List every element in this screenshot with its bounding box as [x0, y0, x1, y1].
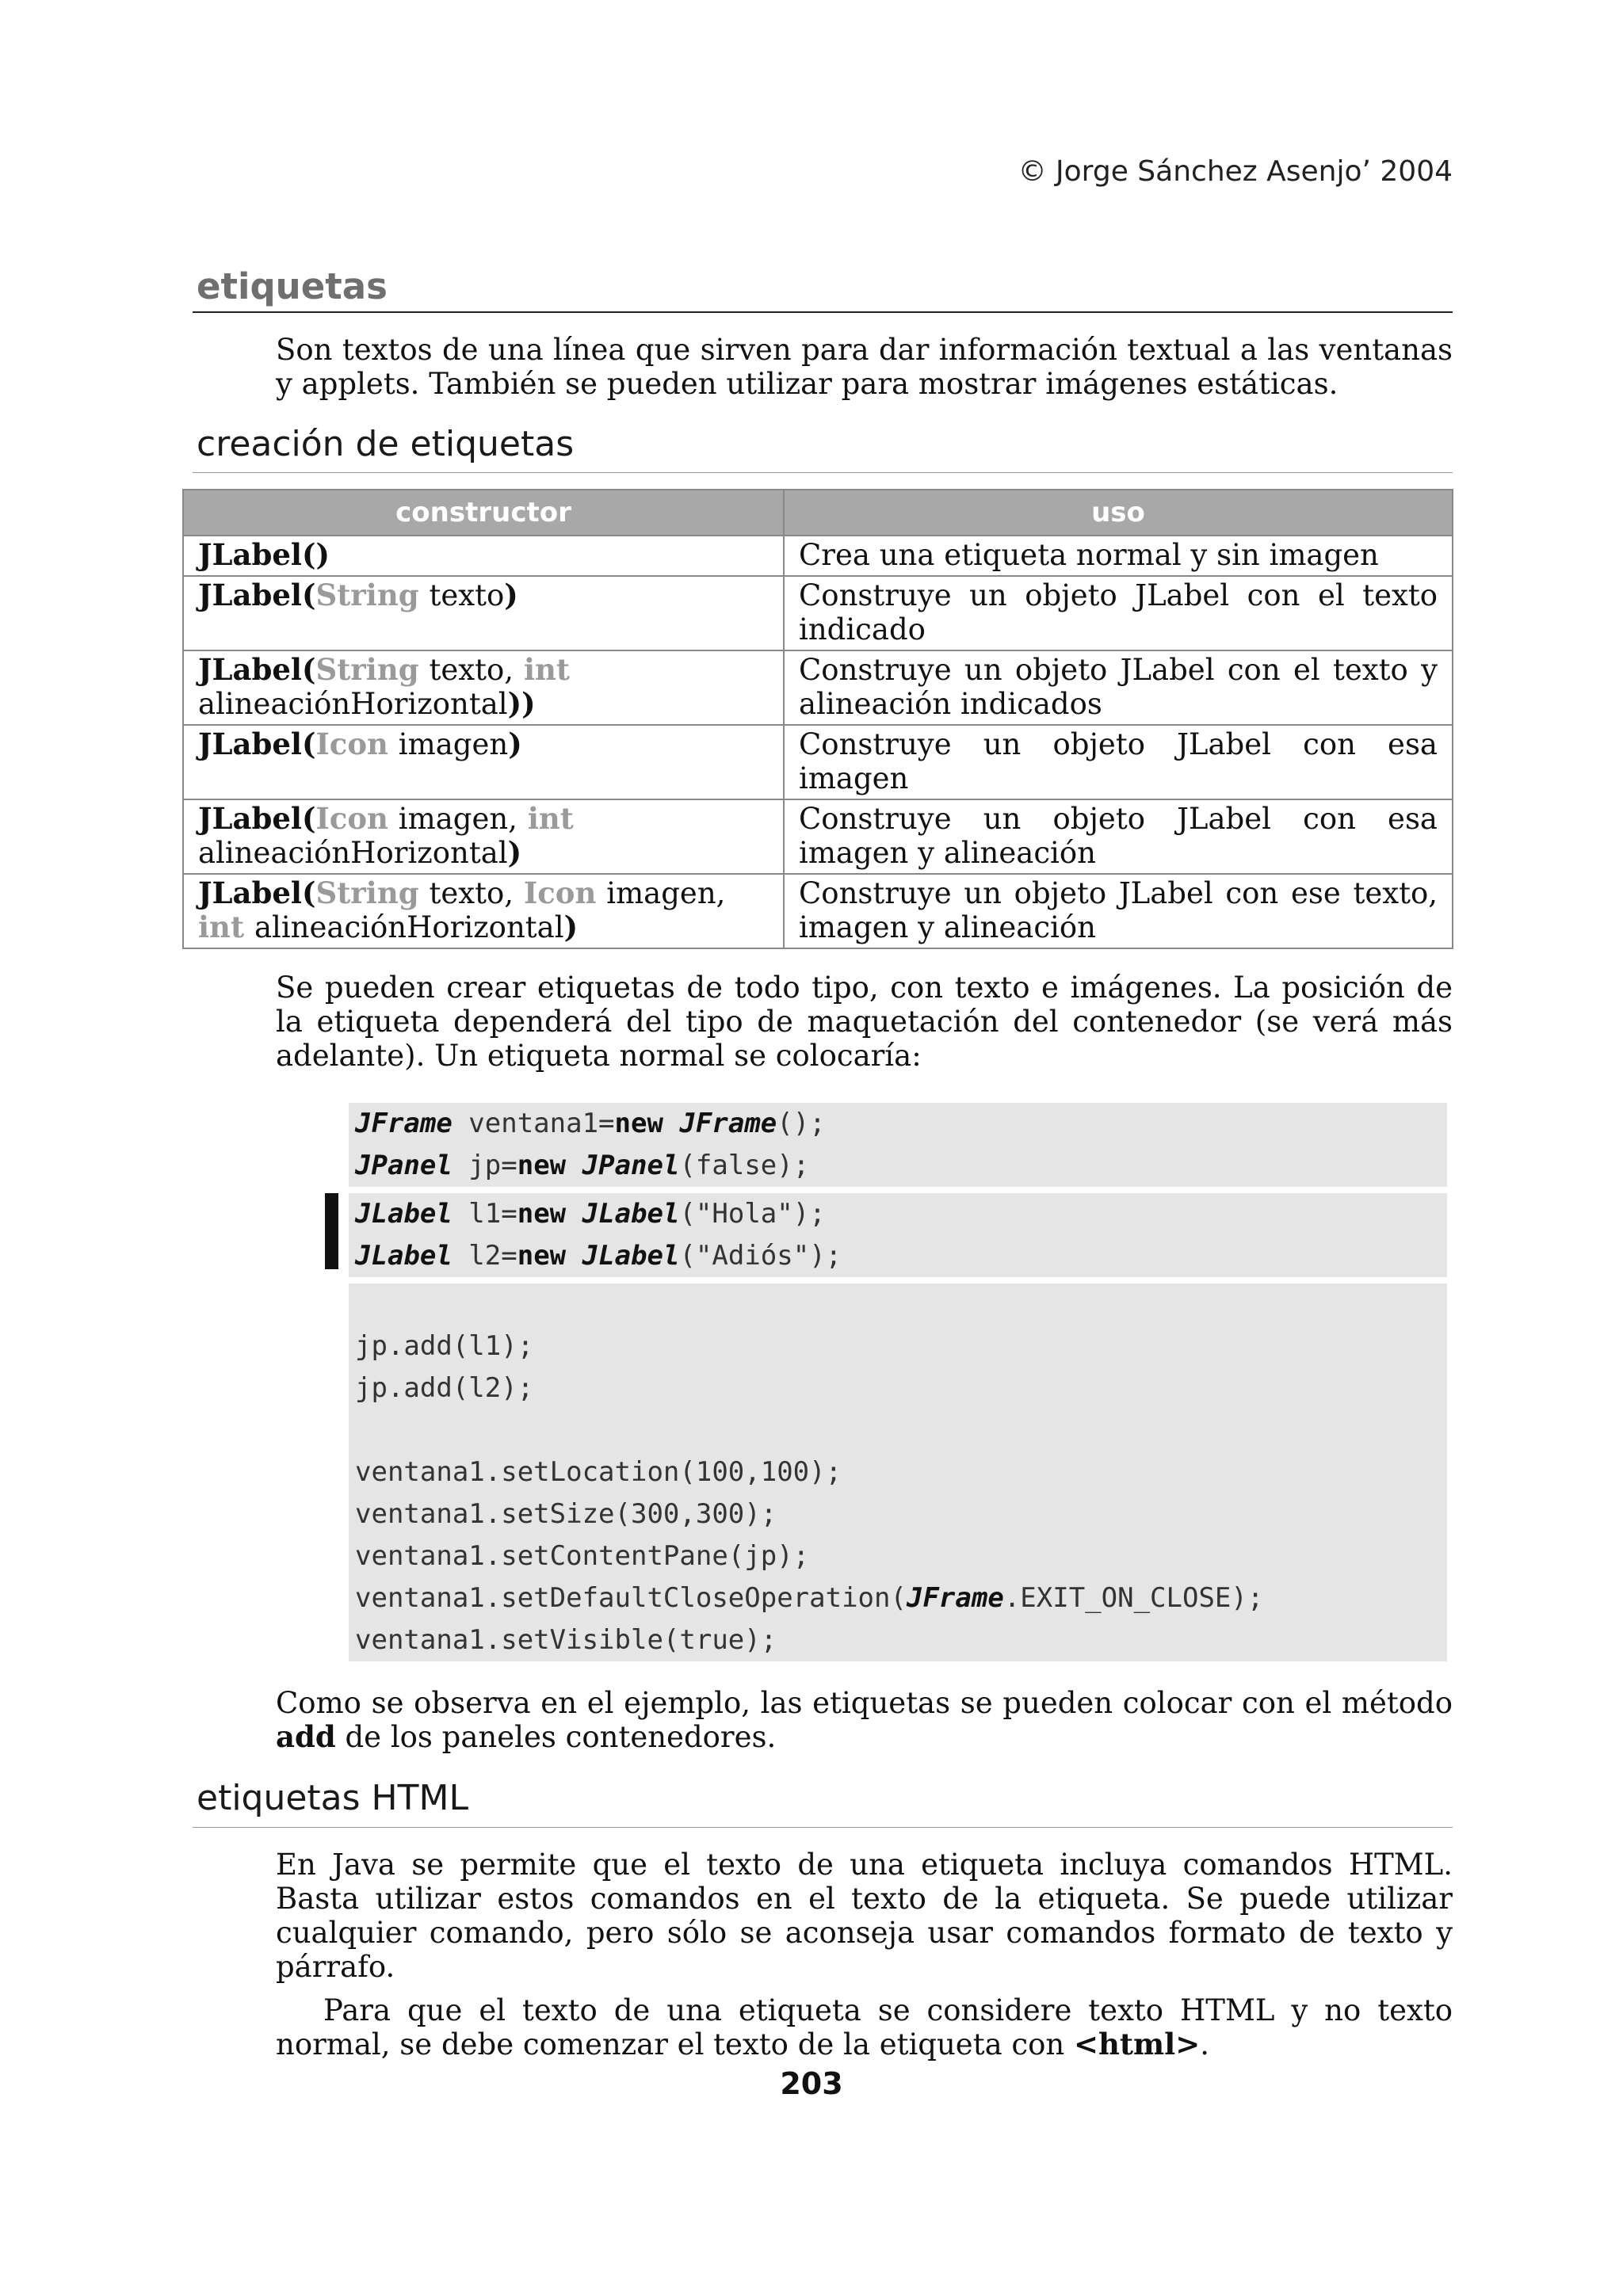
paragraph-add	[276, 1686, 1453, 1754]
code-line: ventana1.setDefaultCloseOperation(JFrame.EXIT_ON_CLOSE);	[355, 1582, 1264, 1614]
table-row	[183, 799, 1453, 874]
uso-cell: Construye un objeto JLabel con el texto indicado	[784, 576, 1453, 650]
uso-cell: Crea una etiqueta normal y sin imagen	[784, 536, 1453, 576]
intro-paragraph	[276, 333, 1453, 401]
constructor-cell: JLabel(String texto, Icon imagen, int alineaciónHorizontal)	[183, 874, 784, 948]
section-title-rule	[193, 311, 1453, 313]
code-block-highlighted	[349, 1193, 1447, 1277]
add-method-name: add	[276, 1719, 336, 1754]
subsection-title-creacion: creación de etiquetas	[197, 424, 575, 464]
code-example	[349, 1103, 1447, 1661]
table-header-row	[183, 490, 1453, 536]
section-title: etiquetas	[197, 265, 388, 307]
subsection-rule-creacion	[193, 472, 1453, 473]
uso-cell: Construye un objeto JLabel con ese texto, imagen y alineación	[784, 874, 1453, 948]
table-row	[183, 536, 1453, 576]
constructor-cell: JLabel(String texto)	[183, 576, 784, 650]
paragraph-html	[276, 1848, 1453, 2061]
paragraph-creacion	[276, 971, 1453, 1073]
paragraph-add-after: de los paneles contenedores.	[335, 1720, 777, 1754]
table-row	[183, 725, 1453, 799]
paragraph-html-text: En Java se permite que el texto de una etiqueta incluya comandos HTML. Basta utilizar estos comandos en el texto de la etiqueta. Se puede utilizar cualquier comando, pero sólo se aconseja usar comandos formato de texto y párrafo.	[276, 1848, 1453, 1984]
paragraph-html-tag-after: .	[1200, 2027, 1209, 2061]
constructor-cell: JLabel(String texto, int alineaciónHorizontal))	[183, 650, 784, 725]
code-line: ventana1.setContentPane(jp);	[355, 1540, 810, 1572]
code-line: ventana1.setSize(300,300);	[355, 1498, 777, 1530]
code-line	[355, 1409, 1447, 1451]
paragraph-add-before: Como se observa en el ejemplo, las etiquetas se pueden colocar con el método	[276, 1686, 1453, 1720]
code-line: JLabel l2=new JLabel("Adiós");	[355, 1240, 842, 1272]
paragraph-html-tag	[276, 1993, 1453, 2061]
table-row	[183, 874, 1453, 948]
code-line: jp.add(l2);	[355, 1372, 534, 1404]
constructor-cell: JLabel()	[183, 536, 784, 576]
uso-cell: Construye un objeto JLabel con esa imagen	[784, 725, 1453, 799]
column-header-constructor: constructor	[183, 490, 784, 536]
code-line: JLabel l1=new JLabel("Hola");	[355, 1198, 826, 1230]
code-block	[349, 1103, 1447, 1187]
code-block	[349, 1283, 1447, 1661]
subsection-title-html: etiquetas HTML	[197, 1778, 468, 1818]
paragraph-add-text	[276, 1686, 1453, 1754]
table-row	[183, 650, 1453, 725]
constructor-cell: JLabel(Icon imagen)	[183, 725, 784, 799]
change-bar	[325, 1193, 338, 1269]
uso-cell: Construye un objeto JLabel con esa imagen y alineación	[784, 799, 1453, 874]
copyright-header: © Jorge Sánchez Asenjo’ 2004	[1018, 155, 1453, 188]
page-number: 203	[780, 2066, 843, 2101]
intro-text: Son textos de una línea que sirven para dar información textual a las ventanas y applets. También se pueden utilizar para mostrar imágenes estáticas.	[276, 333, 1453, 401]
code-line: JPanel jp=new JPanel(false);	[355, 1150, 810, 1181]
code-line: ventana1.setVisible(true);	[355, 1624, 777, 1656]
code-line	[355, 1283, 1447, 1325]
constructor-cell: JLabel(Icon imagen, int alineaciónHorizontal)	[183, 799, 784, 874]
code-line: JFrame ventana1=new JFrame();	[355, 1108, 826, 1139]
table-row	[183, 576, 1453, 650]
code-line: ventana1.setLocation(100,100);	[355, 1456, 842, 1488]
column-header-uso: uso	[784, 490, 1453, 536]
constructor-table	[182, 489, 1453, 949]
code-line: jp.add(l1);	[355, 1330, 534, 1362]
uso-cell: Construye un objeto JLabel con el texto y alineación indicados	[784, 650, 1453, 725]
paragraph-html-tag-before: Para que el texto de una etiqueta se considere texto HTML y no texto normal, se debe comenzar el texto de la etiqueta con	[276, 1993, 1453, 2061]
html-tag: <html>	[1074, 2027, 1201, 2061]
paragraph-creacion-text: Se pueden crear etiquetas de todo tipo, con texto e imágenes. La posición de la etiqueta dependerá del tipo de maquetación del contenedor (se verá más adelante). Un etiqueta normal se colocaría:	[276, 971, 1453, 1073]
subsection-rule-html	[193, 1827, 1453, 1828]
